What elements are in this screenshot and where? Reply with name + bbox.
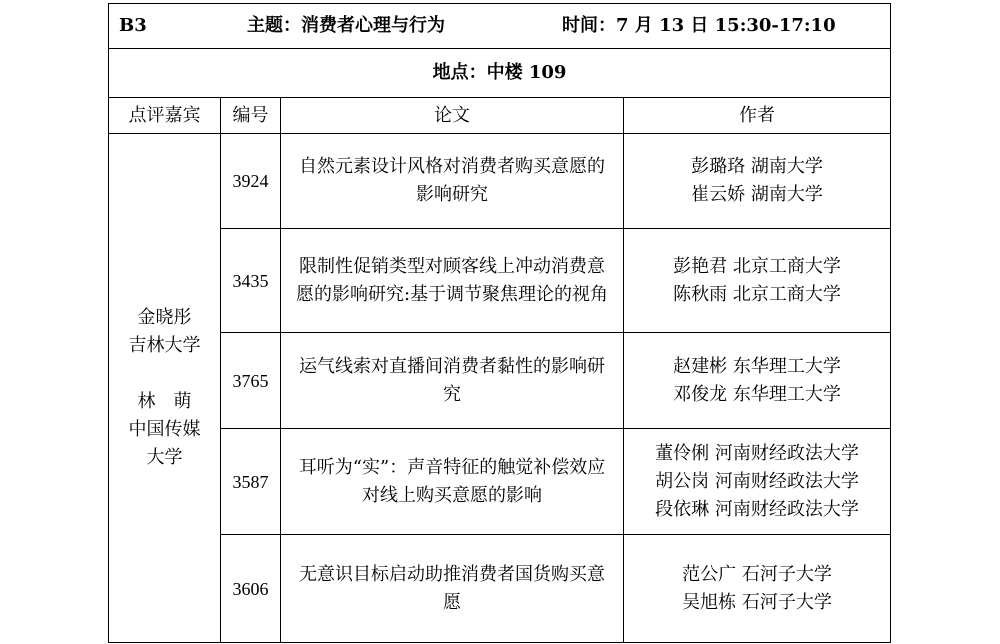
table-row (109, 333, 891, 429)
paper-authors (624, 333, 891, 429)
col-header-reviewer: 点评嘉宾 (109, 98, 221, 134)
session-header-row (109, 4, 891, 49)
author: 胡公岗 河南财经政法大学 (655, 470, 859, 492)
author: 吴旭栋 石河子大学 (682, 591, 832, 613)
col-header-id: 编号 (221, 98, 281, 134)
paper-authors (624, 229, 891, 333)
author: 彭艳君 北京工商大学 (673, 255, 841, 277)
reviewer-name: 金晓彤 (137, 307, 192, 328)
table-row (109, 229, 891, 333)
author: 崔云娇 湖南大学 (691, 184, 823, 205)
session-table (108, 3, 891, 643)
paper-title: 运气线索对直播间消费者黏性的影响研究 (281, 333, 624, 429)
paper-id: 3924 (221, 134, 281, 229)
reviewer-affiliation: 中国传媒 (128, 419, 201, 440)
paper-authors (624, 134, 891, 229)
session-time: 时间：7 月 13 日 15:30-17:10 (562, 15, 836, 36)
author: 陈秋雨 北京工商大学 (673, 283, 841, 305)
paper-title: 自然元素设计风格对消费者购买意愿的影响研究 (281, 134, 624, 229)
paper-id: 3435 (221, 229, 281, 333)
table-row (109, 535, 891, 643)
author: 彭璐珞 湖南大学 (691, 156, 823, 177)
table-row (109, 134, 891, 229)
author: 段依琳 河南财经政法大学 (655, 498, 859, 520)
session-location: 地点：中楼 109 (109, 49, 891, 98)
paper-authors (624, 429, 891, 535)
author: 董伶俐 河南财经政法大学 (655, 442, 859, 464)
paper-title: 耳听为“实”：声音特征的触觉补偿效应对线上购买意愿的影响 (281, 429, 624, 535)
table-row (109, 429, 891, 535)
author: 邓俊龙 东华理工大学 (673, 383, 841, 405)
column-header-row (109, 98, 891, 134)
paper-id: 3587 (221, 429, 281, 535)
reviewer-name: 林 萌 (137, 391, 192, 412)
col-header-author: 作者 (624, 98, 891, 134)
paper-id: 3765 (221, 333, 281, 429)
author: 范公广 石河子大学 (682, 563, 832, 585)
reviewer-affiliation: 吉林大学 (128, 335, 201, 356)
reviewer-affiliation: 大学 (146, 447, 183, 468)
paper-title: 无意识目标启动助推消费者国货购买意愿 (281, 535, 624, 643)
location-row (109, 49, 891, 98)
col-header-paper: 论文 (281, 98, 624, 134)
paper-title: 限制性促销类型对顾客线上冲动消费意愿的影响研究:基于调节聚焦理论的视角 (281, 229, 624, 333)
author: 赵建彬 东华理工大学 (673, 355, 841, 377)
session-theme: 主题：消费者心理与行为 (247, 15, 445, 36)
paper-id: 3606 (221, 535, 281, 643)
paper-authors (624, 535, 891, 643)
session-code: B3 (119, 15, 147, 36)
reviewers-cell (109, 134, 221, 643)
